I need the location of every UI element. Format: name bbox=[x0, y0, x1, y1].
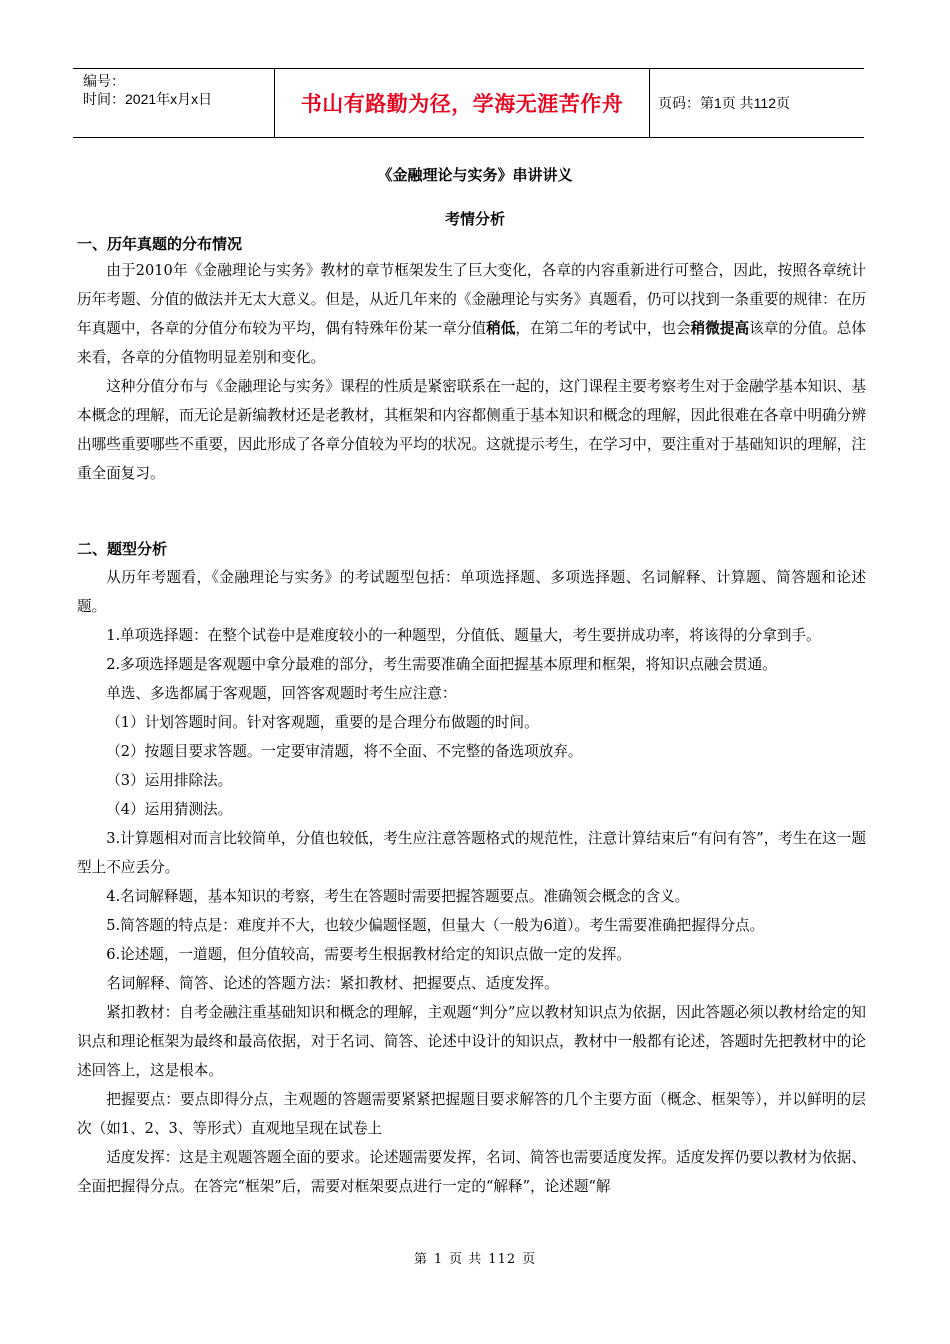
paragraph: 单选、多选都属于客观题，回答客观题时考生应注意： bbox=[106, 685, 457, 702]
list-item: （1）计划答题时间。针对客观题，重要的是合理分布做题的时间。 bbox=[106, 714, 539, 731]
time-label: 时间：2021年x月x日 bbox=[83, 91, 213, 107]
paragraph: 3.计算题相对而言比较简单，分值也较低，考生应注意答题格式的规范性，注意计算结束后“有问有答”，考生在这一题型上不应丢分。 bbox=[77, 830, 866, 876]
paragraph: 5.简答题的特点是：难度并不大，也较少偏题怪题，但量大（一般为6道）。考生需要准确把握得分点。 bbox=[106, 917, 765, 934]
section-heading-2: 二、题型分析 bbox=[77, 540, 168, 558]
document-title: 《金融理论与实务》串讲讲义 bbox=[377, 166, 573, 184]
section-2-body bbox=[77, 563, 866, 1201]
paragraph: 4.名词解释题，基本知识的考察，考生在答题时需要把握答题要点。准确领会概念的含义。 bbox=[106, 888, 690, 905]
total-pages: 112 bbox=[488, 1252, 517, 1267]
document-subtitle: 考情分析 bbox=[444, 210, 505, 228]
header-motto: 书山有路勤为径，学海无涯苦作舟 bbox=[275, 69, 650, 137]
paragraph: 名词解释、简答、论述的答题方法：紧扣教材、把握要点、适度发挥。 bbox=[106, 975, 559, 992]
number-label: 编号： bbox=[83, 73, 125, 89]
header-page-label: 页码：第1页 共112页 bbox=[658, 95, 790, 111]
paragraph: 1.单项选择题：在整个试卷中是难度较小的一种题型，分值低、题量大，考生要拼成功率，将该得的分拿到手。 bbox=[106, 627, 821, 644]
emphasis-text: 稍微提高 bbox=[690, 320, 750, 337]
section-heading-1: 一、历年真题的分布情况 bbox=[77, 235, 243, 253]
paragraph: 这种分值分布与《金融理论与实务》课程的性质是紧密联系在一起的，这门课程主要考察考生对于金融学基本知识、基本概念的理解，而无论是新编教材还是老教材，其框架和内容都侧重于基本知识和概念的理解，因此很难在各章中明确分辨出哪些重要哪些不重要，因此形成了各章分值较为平均的状况。这就提示考生，在学习中，要注重对于基础知识的理解，注重全面复习。 bbox=[77, 378, 866, 482]
list-item: （3）运用排除法。 bbox=[106, 772, 233, 789]
section-1-body bbox=[77, 256, 866, 488]
paragraph: 从历年考题看，《金融理论与实务》的考试题型包括：单项选择题、多项选择题、名词解释、计算题、简答题和论述题。 bbox=[77, 569, 866, 615]
paragraph: 适度发挥：这是主观题答题全面的要求。论述题需要发挥，名词、简答也需要适度发挥。适度发挥仍要以教材为依据、全面把握得分点。在答完“框架”后，需要对框架要点进行一定的“解释”，论述题“解 bbox=[77, 1149, 866, 1195]
emphasis-text: 稍低 bbox=[486, 320, 516, 337]
paragraph: 紧扣教材：自考金融注重基础知识和概念的理解，主观题“判分”应以教材知识点为依据，因此答题必须以教材给定的知识点和理论框架为最终和最高依据，对于名词、简答、论述中设计的知识点，教材中一般都有论述，答题时先把教材中的论述回答上，这是根本。 bbox=[77, 1004, 866, 1079]
list-item: （2）按题目要求答题。一定要审清题，将不全面、不完整的备选项放弃。 bbox=[106, 743, 583, 760]
paragraph: 2.多项选择题是客观题中拿分最难的部分，考生需要准确全面把握基本原理和框架，将知识点融会贯通。 bbox=[106, 656, 777, 673]
list-item: （4）运用猜测法。 bbox=[106, 801, 233, 818]
header-meta bbox=[73, 69, 275, 137]
paragraph: 6.论述题，一道题，但分值较高，需要考生根据教材给定的知识点做一定的发挥。 bbox=[106, 946, 631, 963]
page-footer: 第 1 页 共 112 页 bbox=[413, 1252, 537, 1267]
paragraph: 把握要点：要点即得分点，主观题的答题需要紧紧把握题目要求解答的几个主要方面（概念、框架等），并以鲜明的层次（如1、2、3、等形式）直观地呈现在试卷上 bbox=[77, 1091, 866, 1137]
current-page-number: 1 bbox=[433, 1252, 444, 1267]
header-table bbox=[73, 68, 864, 138]
paragraph: 由于2010年《金融理论与实务》教材的章节框架发生了巨大变化，各章的内容重新进行可整合，因此，按照各章统计历年考题、分值的做法并无太大意义。但是，从近几年来的《金融理论与实务》真题看，仍可以找到一条重要的规律：在历年真题中，各章的分值分布较为平均，偶有特殊年份某一章分值稍低，在第二年的考试中，也会稍微提高该章的分值。总体来看，各章的分值物明显差别和变化。 bbox=[77, 262, 866, 366]
